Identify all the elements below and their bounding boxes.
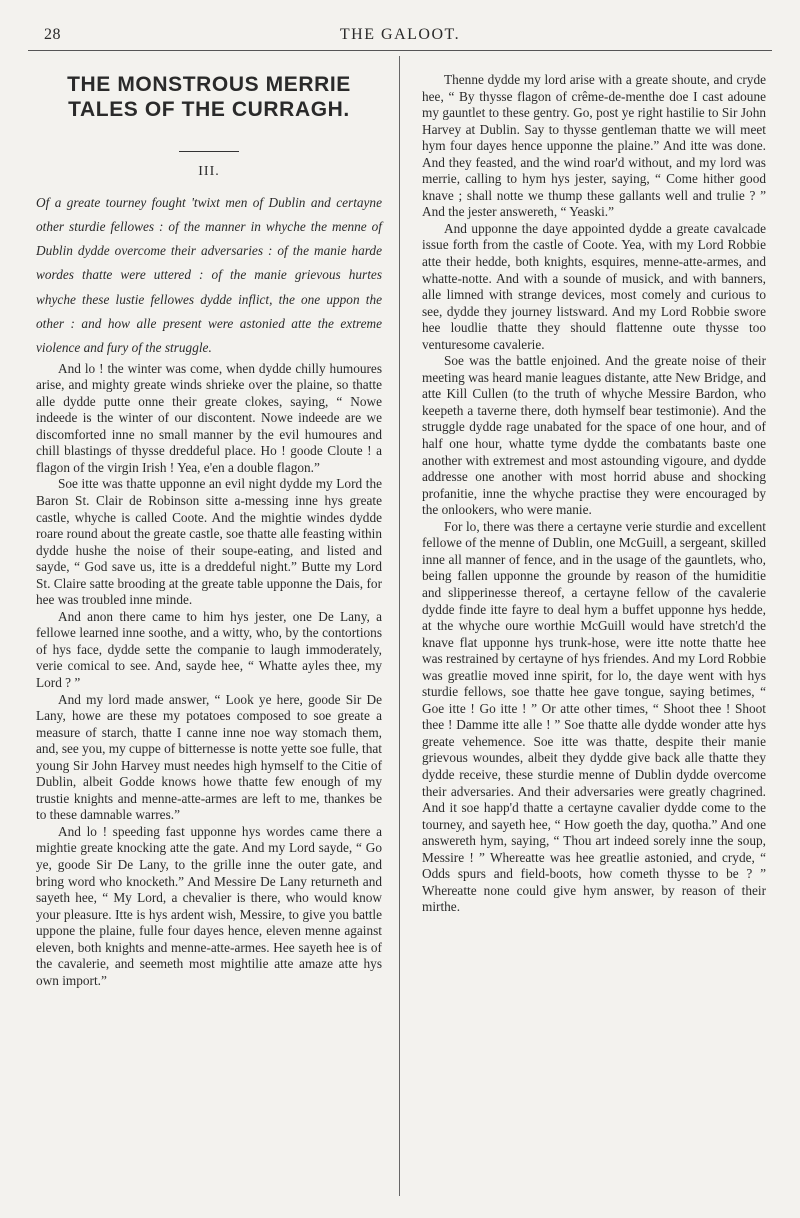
- paragraph: For lo, there was there a certayne verie sturdie and excellent fellowe of the menne of Dublin, one McGuill, a sergeant, skilled inne all manner of fence, and in the usage of the gauntlets, who, being fallen upponne the grounde by reason of the humiditie and slipperinesse thereof, a certayne fellow of the cavalerie dydde finde itte fayre to deal hym a buffet upponne hys hedde, at the whyche oure worthie McGuill would have stretch'd the knave flat upponne hys trunk-hose, were itte notte thatte hee was restrained by certayne of hys friendes. And my Lord Robbie was greatlie moved inne spirit, for lo, the daye went with hys sturdie fellows, soe thatte hee gave tongue, saying betimes, “ Goe itte ! Go itte ! ” Or atte other times, “ Shoot thee ! Shoot thee ! Damme itte alle ! ” Soe thatte alle dydde wonder atte hys greate vehemence. Soe itte was thatte, despite their manie grievous woundes, albeit they dydde give back alle thatte they dydde receive, these sturdie menne of Dublin dydde overcome their adversaries. And their adversaries were greatly chagrined. And it soe happ'd thatte a certayne cavalier dydde come to the tourney, and sayeth hee, “ How goeth the day, quotha.” And one answereth hym, saying, “ Thou art indeed sorely inne the soup, Messire ! ” Whereatte was hee greatlie astonied, and cryde, “ Odds spurs and field-boots, how cometh thysse to be ? ” Whereatte none could give hym answer, by reason of their mirthe.: [422, 518, 766, 915]
- right-column: [422, 72, 766, 916]
- running-head: THE GALOOT.: [339, 26, 461, 43]
- paragraph: And lo ! speeding fast upponne hys wordes came there a mightie greate knocking atte the gate. And my Lord sayde, “ Go ye, goode Sir De Lany, to the grille inne the outer gate, and bring word who knocketh.” And Messire De Lany returneth and sayeth hee, “ My Lord, a chevalier is there, who would know your pleasure. Itte is hys ardent wish, Messire, to give you battle uppone the plaine, fulle four dayes hence, eleven menne against eleven, both knights and menne-atte-armes. Hee sayeth hee is of the cavalerie, and seemeth most mightilie atte amaze atte hys own import.”: [36, 823, 382, 988]
- column-divider: [399, 56, 400, 1196]
- title-rule: [179, 151, 239, 152]
- article-title: THE MONSTROUS MERRIE TALES OF THE CURRAGH.: [67, 73, 351, 121]
- left-column: [36, 72, 382, 989]
- paragraph: And lo ! the winter was come, when dydde chilly humoures arise, and mighty greate winds shrieke over the plaine, so thatte alle dydde putte onne their greate clokes, saying, “ Nowe indeede is the winter of our discontent. Nowe indeede are we discomforted inne no small manner by the evil humoures and chill blastings of thysse dreddeful place. Ho ! goode Cloute ! a flagon of the virgin Irish ! Yea, e'en a double flagon.”: [36, 360, 382, 475]
- chapter-number: III.: [198, 164, 220, 179]
- chapter-synopsis: Of a greate tourney fought 'twixt men of Dublin and certayne other sturdie fellowes : of the manner in whyche the menne of Dublin dydde overcome their adversaries : of the manie harde wordes thatte were uttered : of the manie grievous hurtes whyche these lustie fellowes dydde inflict, the one uppon the other : and how alle present were astonied atte the extreme violence and fury of the struggle.: [36, 194, 382, 356]
- paragraph: And upponne the daye appointed dydde a greate cavalcade issue forth from the castle of Coote. Yea, with my Lord Robbie atte their hedde, both knights, esquires, menne-atte-armes, and whatte-notte. And with a sounde of musick, and with banners, alle limned with strange devices, most comely and curious to see, dydde they journey listsward. And my Lord Robbie swore hee loudlie thatte they should flattenne oute thysse too venturesome cavalerie.: [422, 220, 766, 352]
- header-rule: [28, 50, 772, 51]
- paragraph: Soe was the battle enjoined. And the greate noise of their meeting was heard manie leagues distante, atte New Bridge, and atte Kill Cullen (to the truth of whyche Messire Bardon, who keepeth a taverne there, doth hymself bear testimonie). And the struggle dydde rage unabated for the space of one hour, and of half one hour, whatte tyme dydde the combatants baste one another with extremest and most astounding vigoure, and dydde addresse one another with most horrid abuse and shocking profanitie, inne the whyche practise they were encouraged by the onlookers, who were manie.: [422, 353, 766, 518]
- paragraph: Thenne dydde my lord arise with a greate shoute, and cryde hee, “ By thysse flagon of crême-de-menthe doe I cast adoune my gauntlet to these gentry. Go, post ye right hastilie to Sir John Harvey at Dublin. Say to thysse gentleman thatte we will meet hym four dayes hence upponne the plaine.” And itte was done. And they feasted, and the wind roar'd without, and my lord was merrie, calling to hym hys jester, saying, “ Come hither good knave ; shall notte we thump these gallants well and trulie ? ” And the jester answereth, “ Yeaski.”: [422, 72, 766, 220]
- paragraph: And my lord made answer, “ Look ye here, goode Sir De Lany, howe are these my potatoes composed to soe greate a measure of starch, thatte I canne inne noe way stomach them, and, see you, my cuppe of bitternesse is notte yette soe fulle, that young Sir John Harvey must needes high hymself to the Citie of Dublin, albeit Godde knows howe thatte few enough of my trustie knights and menne-atte-armes are left to me, thankes be to these damnable warres.”: [36, 691, 382, 823]
- paragraph: Soe itte was thatte upponne an evil night dydde my Lord the Baron St. Clair de Robinson sitte a-messing inne hys greate castle, whyche is called Coote. And the mightie windes dydde roare round about the greate castle, soe thatte alle feasting within dydde hushe the noise of their soupe-eating, and listed and sayde, “ God save us, itte is a dreddeful night.” Butte my Lord St. Claire satte brooding at the greate table upponne the Dais, for hee was troubled inne minde.: [36, 476, 382, 608]
- page-number: 28: [44, 26, 61, 43]
- paragraph: And anon there came to him hys jester, one De Lany, a fellowe learned inne soothe, and a witty, who, by the contortions of hys face, dydde sette the companie to laugh immoderately, verie comical to see. And, sayde hee, “ Whatte ayles thee, my Lord ? ”: [36, 608, 382, 691]
